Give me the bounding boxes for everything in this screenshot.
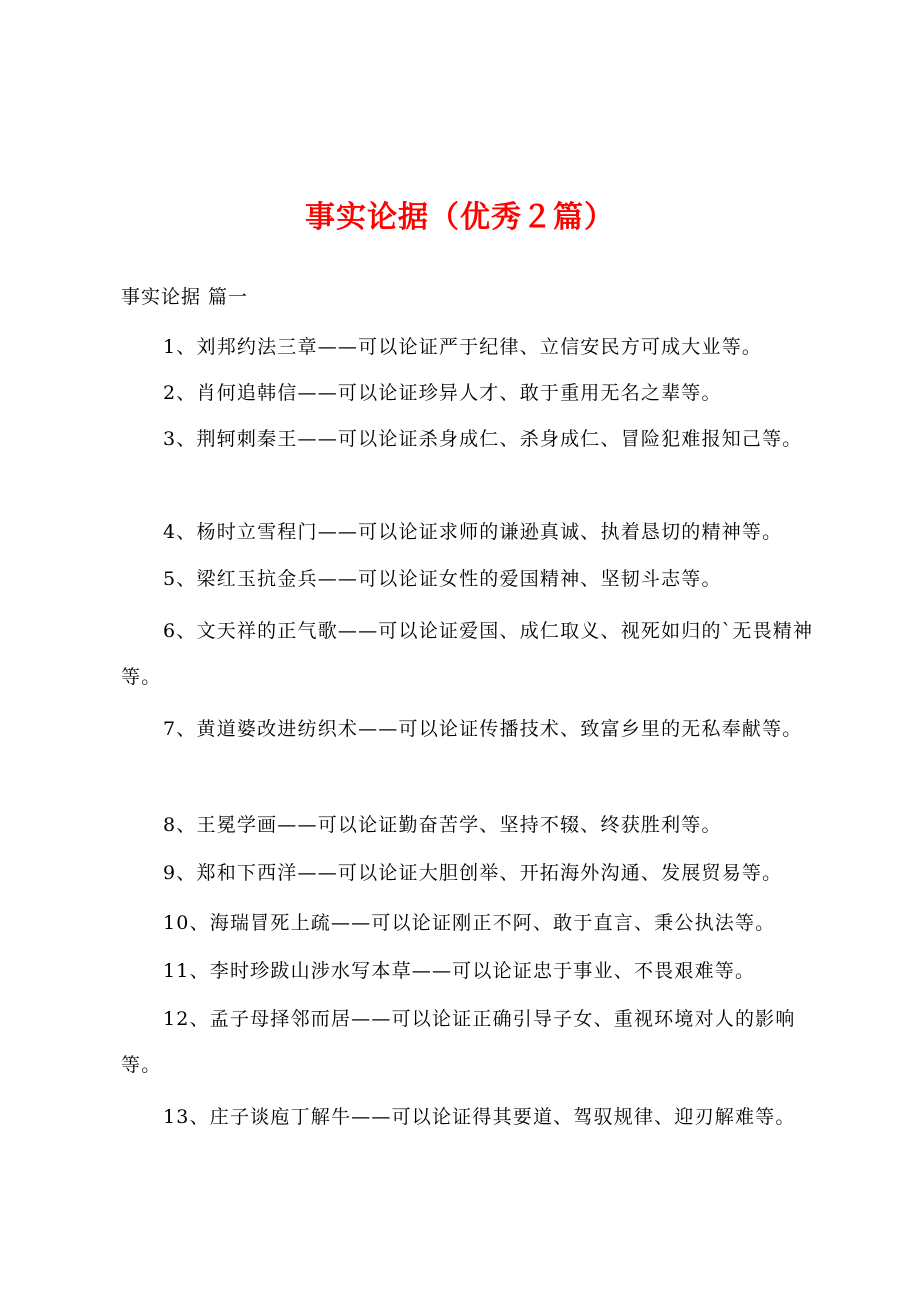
list-item: 11、李时珍跋山涉水写本草——可以论证忠于事业、不畏艰难等。	[163, 960, 756, 982]
list-item: 8、王冕学画——可以论证勤奋苦学、坚持不辍、终获胜利等。	[163, 814, 722, 836]
list-item: 13、庄子谈庖丁解牛——可以论证得其要道、驾驭规律、迎刃解难等。	[163, 1106, 796, 1128]
list-item: 10、海瑞冒死上疏——可以论证刚正不阿、敢于直言、秉公执法等。	[163, 912, 776, 934]
list-item: 4、杨时立雪程门——可以论证求师的谦逊真诚、执着恳切的精神等。	[163, 521, 783, 543]
list-item: 5、梁红玉抗金兵——可以论证女性的爱国精神、坚韧斗志等。	[163, 568, 722, 590]
list-item: 12、孟子母择邻而居——可以论证正确引导子女、重视环境对人的影响等。	[121, 1008, 796, 1076]
list-item: 3、荆轲刺秦王——可以论证杀身成仁、杀身成仁、冒险犯难报知己等。	[163, 428, 803, 450]
list-item: 9、郑和下西洋——可以论证大胆创举、开拓海外沟通、发展贸易等。	[163, 862, 783, 884]
list-item: 2、肖何追韩信——可以论证珍异人才、敢于重用无名之辈等。	[163, 382, 722, 404]
list-item: 1、刘邦约法三章——可以论证严于纪律、立信安民方可成大业等。	[163, 336, 763, 358]
section-heading: 事实论据 篇一	[121, 286, 249, 308]
document-title: 事实论据（优秀２篇）	[305, 200, 615, 235]
list-item: 6、文天祥的正气歌——可以论证爱国、成仁取义、视死如归的`无畏精神等。	[121, 620, 814, 688]
list-item: 7、黄道婆改进纺织术——可以论证传播技术、致富乡里的无私奉献等。	[163, 718, 803, 740]
